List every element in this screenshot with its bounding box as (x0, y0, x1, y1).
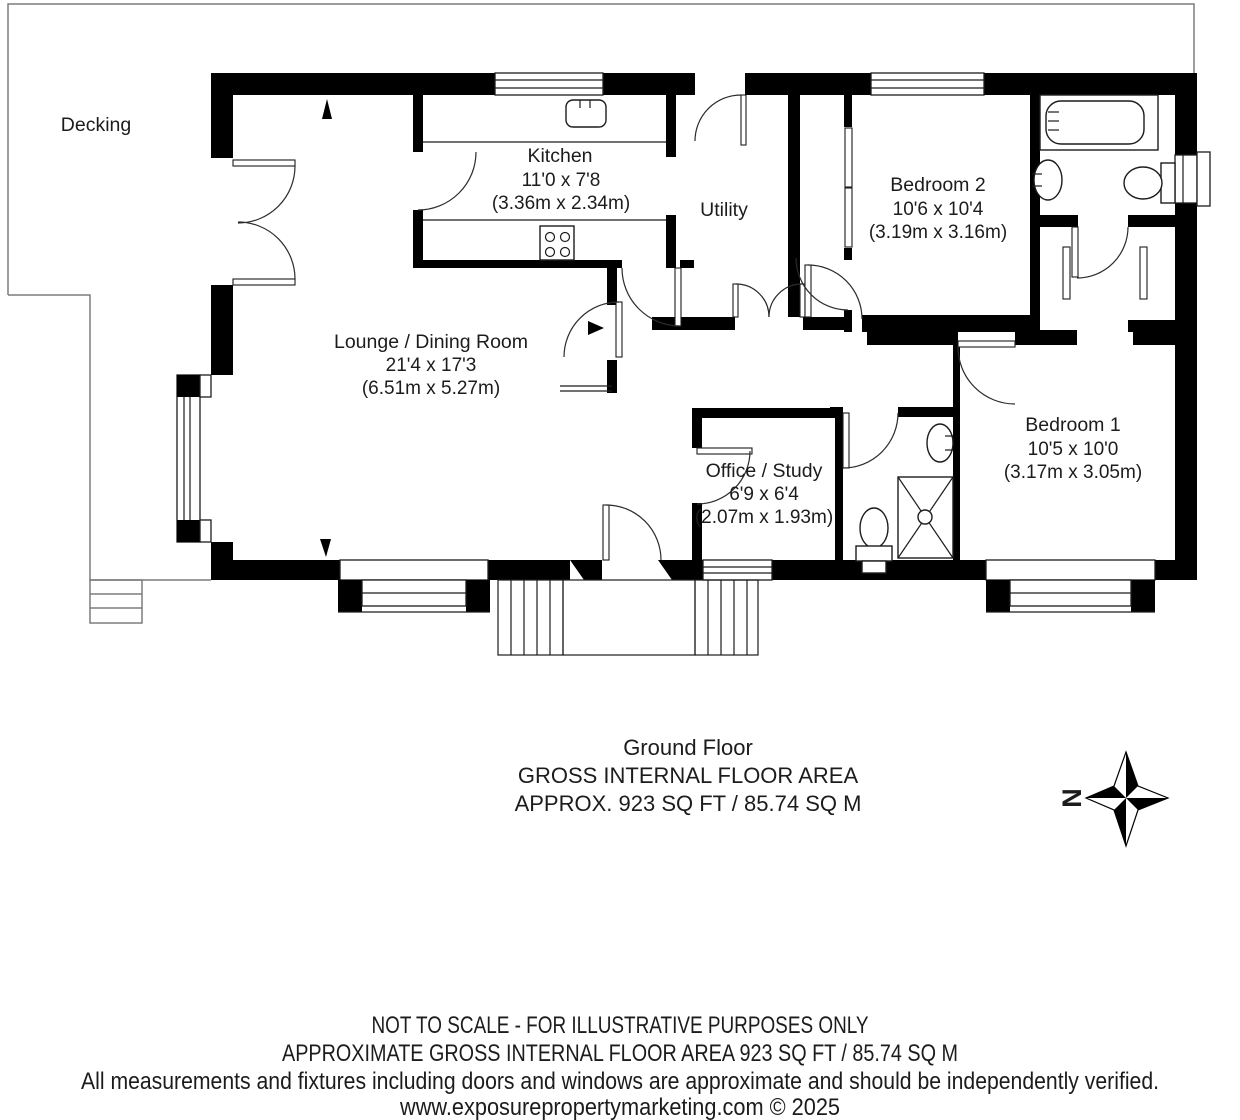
floor-title: Ground Floor (623, 735, 753, 760)
toilet-cistern (1161, 163, 1175, 203)
compass-rose-icon (1086, 752, 1168, 846)
bedroom1-label (1004, 414, 1142, 483)
svg-text:Office / Study: Office / Study (705, 460, 823, 482)
shower-room-fixtures (856, 424, 953, 573)
footer-line-3: All measurements and fixtures including doors and windows are approximate and should be independently verified. (81, 1068, 1159, 1095)
footer-website: www.exposurepropertymarketing.com © 2025 (399, 1094, 840, 1120)
svg-text:(3.17m x 3.05m): (3.17m x 3.05m) (1003, 462, 1143, 483)
bedroom2-label (869, 174, 1007, 243)
camera-arrows (320, 99, 604, 557)
gross-area-value: APPROX. 923 SQ FT / 85.74 SQ M (514, 791, 862, 816)
svg-text:Lounge / Dining Room: Lounge / Dining Room (333, 331, 529, 353)
arrow-icon (322, 99, 332, 119)
office-label (695, 460, 833, 528)
arrow-icon (320, 539, 331, 557)
footer-line-1: NOT TO SCALE - FOR ILLUSTRATIVE PURPOSES ONLY (371, 1012, 869, 1039)
shower-room-toilet (860, 508, 888, 548)
kitchen-label (492, 145, 630, 214)
svg-text:(3.19m x 3.16m): (3.19m x 3.16m) (868, 222, 1008, 243)
decking-label: Decking (60, 114, 132, 136)
svg-text:6'9 x 6'4: 6'9 x 6'4 (729, 484, 799, 505)
title-block (515, 735, 862, 816)
svg-text:(3.36m x 2.34m): (3.36m x 2.34m) (491, 193, 631, 214)
svg-text:Kitchen: Kitchen (527, 145, 593, 167)
toilet (1124, 167, 1162, 199)
svg-text:(2.07m x 1.93m): (2.07m x 1.93m) (694, 507, 834, 528)
svg-text:21'4 x 17'3: 21'4 x 17'3 (385, 355, 477, 376)
shower-tray (898, 477, 953, 558)
hob (540, 226, 574, 260)
svg-text:11'0 x 7'8: 11'0 x 7'8 (521, 170, 601, 191)
lounge-label (334, 331, 528, 399)
bathroom-fixtures (1032, 95, 1175, 203)
compass (1057, 752, 1168, 846)
shower-basin (927, 424, 953, 462)
gross-area-label: GROSS INTERNAL FLOOR AREA (517, 763, 859, 788)
kitchen-sink (566, 100, 606, 127)
bathroom-basin (1034, 160, 1062, 200)
svg-text:(6.51m x 5.27m): (6.51m x 5.27m) (361, 378, 501, 399)
svg-text:10'6 x 10'4: 10'6 x 10'4 (892, 199, 984, 220)
porch-steps (498, 580, 758, 655)
svg-text:Bedroom 1: Bedroom 1 (1025, 414, 1121, 436)
footer-disclaimer (81, 1012, 1159, 1120)
arrow-icon (588, 321, 604, 335)
svg-text:Bedroom 2: Bedroom 2 (890, 174, 986, 196)
footer-line-2: APPROXIMATE GROSS INTERNAL FLOOR AREA 923 SQ FT / 85.74 SQ M (282, 1040, 958, 1067)
compass-north-label: N (1057, 788, 1087, 808)
svg-text:10'5 x 10'0: 10'5 x 10'0 (1027, 439, 1119, 460)
utility-label: Utility (700, 199, 748, 221)
